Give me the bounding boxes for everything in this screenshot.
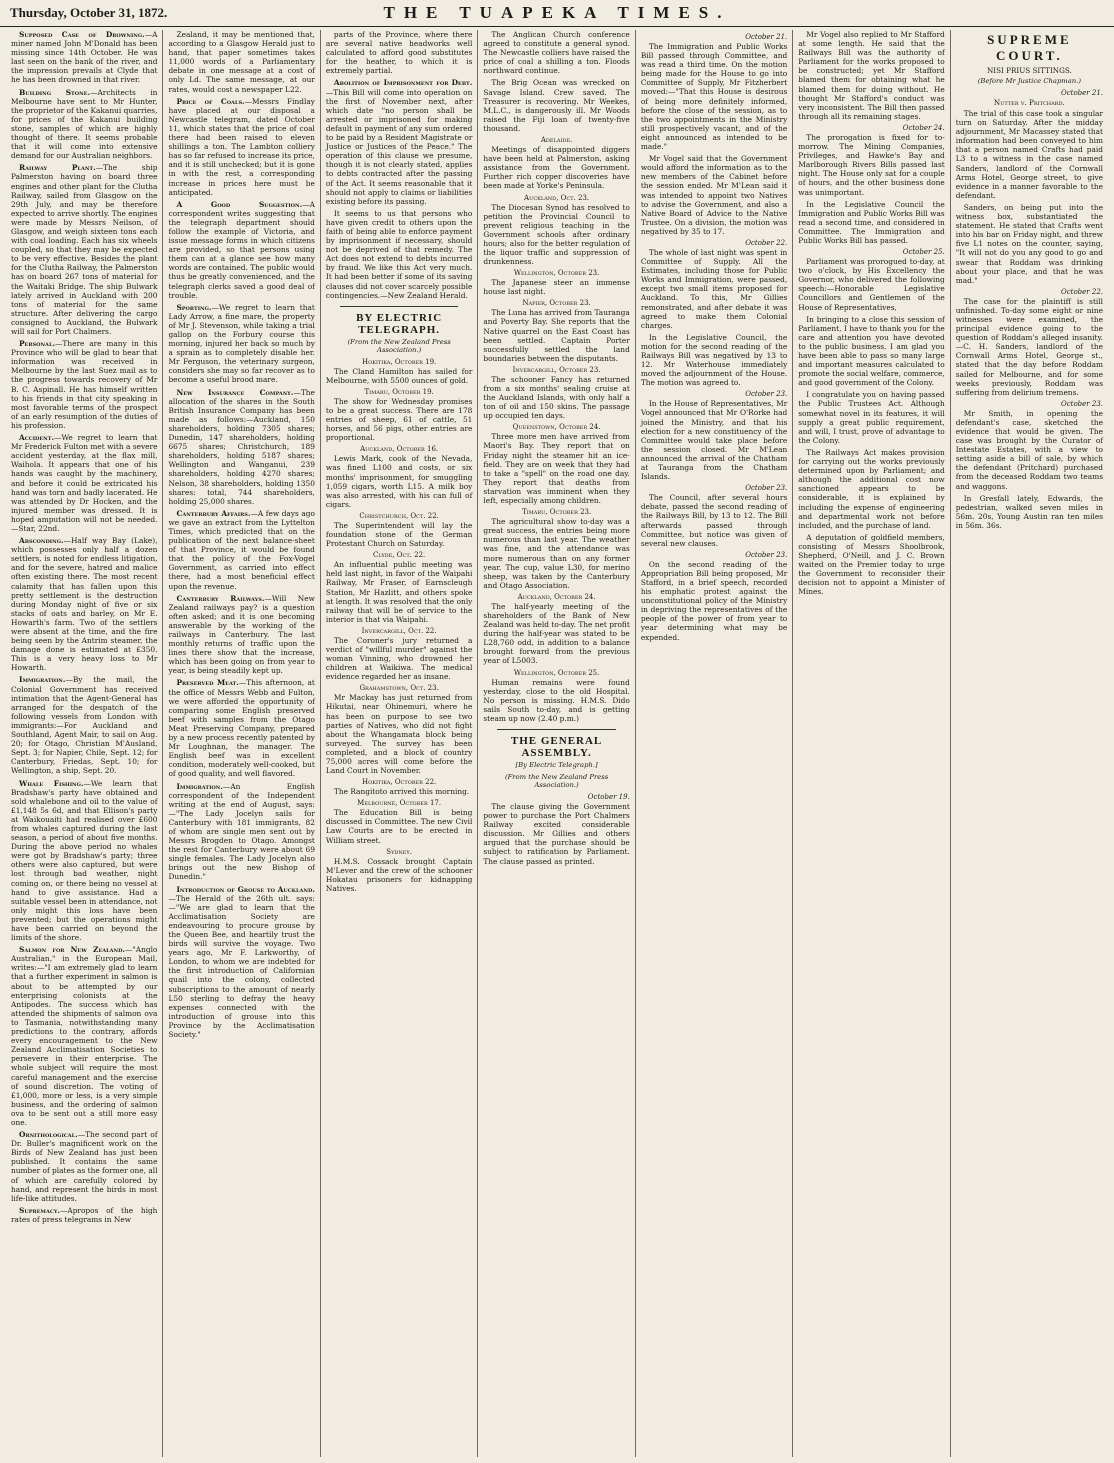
article-paragraph	[798, 30, 944, 121]
article-paragraph	[798, 315, 944, 388]
article-text: In the Legislative Council the Immigration and Public Works Bill was read a second time, and considered in Committee. The Immigration and Public Works Bill has passed.	[798, 199, 945, 245]
divider	[340, 306, 458, 307]
article-text: The show for Wednesday promises to be a great success. There are 178 entries of sheep, 61 of cattle, 51 horses, and 56 pigs, other entries are proportional.	[325, 396, 473, 443]
assembly-heading: THE GENERAL ASSEMBLY.	[510, 735, 603, 759]
article-text: A deputation of goldfield members, consisting of Messrs Shoolbrook, Shepherd, O'Neill, and J. C. Brown waited on the Premier today to urge the Government to reconsider their decision not to appoint a Minister of Mines.	[798, 532, 945, 597]
article-text: parts of the Province, where there are several native headworks well calculated to afford good substitutes for the heather, to which it is extremely partial.	[325, 30, 473, 76]
article-text: The Immigration and Public Works Bill passed through Committee, and was read a third time. On the motion being made for the House to go into Committee of Supply, Mr Fitzherbert moved:—"That this House is desirous of being more definitely informed, before the close of the session, as to the two appointments in the Ministry still prospectively vacant, and of the eight announced as intended to be made."	[640, 42, 788, 152]
article-paragraph	[168, 594, 314, 676]
article-paragraph	[641, 333, 787, 388]
article-text: —The allocation of the shares in the South British Insurance Company has been made as follows:—Auckland, 150 shareholders, holding 7305 shares; Dunedin, 147 shareholders, holding 6675 shares; Christchurch, 189 shareholders, holding 5187 shares; Wellington and Wanganui, 239 shareholders, holding 4270 shares; Nelson, 38 shareholders, holding 1350 shares: total, 744 shareholders, holding 25,000 shares.	[168, 387, 315, 506]
article-text: —A miner named John M'Donald has been missing since 14th October. He was last seen on the bank of the river, and the impression prevails at Clyde that he has been drowned in that river.	[11, 30, 158, 85]
column-3-paragraphs	[326, 30, 472, 300]
telegraph-dateline: Hokitika, October 22.	[362, 778, 437, 787]
article-heading: Canterbury Railways.	[176, 593, 265, 603]
article-text: On the second reading of the Appropriation Bill being proposed, Mr Stafford, in a brief speech, recorded his emphatic protest against the unconstitutional policy of the Ministry in depriving the representatives of the people of the power of from year to year determining what may be expended.	[640, 559, 788, 642]
article-text: Human remains were found yesterday, close to the old Hospital. No person is missing. H.M.S. Dido sails South to-day, and is getting steam up now (2.40 p.m.)	[483, 677, 630, 723]
court-paragraph: In Gresfall lately, Edwards, the pedestrian, walked seven miles in 56m. 20s, Young Austin ran ten miles in 56m. 36s.	[955, 493, 1104, 530]
column-6	[793, 30, 950, 1457]
article-heading: New Insurance Company.	[176, 387, 294, 397]
article-text: It seems to us that persons who have given credit to others upon the faith of being able to enforce payment by imprisonment if necessary, should not be deprived of that remedy. The Act does not extend to debts incurred by fraud. We like this Act very much. It had been better if some of its saving clauses did not cover scarcely possible contingencies.—New Zealand Herald.	[325, 208, 473, 300]
article-heading: Absconding.	[19, 536, 64, 546]
assembly-date: October 23.	[745, 550, 788, 559]
article-heading: Salmon for New Zealand.	[19, 945, 126, 955]
article-paragraph	[11, 536, 157, 672]
court-paragraphs-1	[956, 109, 1103, 285]
telegraph-dateline: Invercargill, Oct. 22.	[361, 626, 437, 635]
article-text: An influential public meeting was held last night, in favor of the Waipahi Railway, Mr Fraser, of Earnscleugh Station, Mr Hazlitt, and others spoke at length. It was resolved that the only railway that will be of service to the interior is that via Waipahi.	[325, 560, 473, 624]
article-paragraph	[326, 787, 472, 796]
article-paragraph	[11, 88, 157, 161]
article-paragraph	[168, 200, 314, 300]
court-paragraph: Sanders, on being put into the witness box, substantiated the statement. He stated that Crafts went into his bar on Friday night, and threw five L1 notes on the counter, saying, "It will not do you any good to go and swear that Roddam was drinking about your place, and that he was mad."	[955, 202, 1104, 285]
article-paragraph	[641, 248, 787, 330]
article-paragraph	[326, 78, 472, 205]
telegraph-dateline: Melbourne, October 17.	[357, 799, 442, 808]
article-paragraph	[483, 602, 629, 666]
article-paragraph	[641, 493, 787, 548]
article-paragraph	[483, 308, 629, 363]
article-paragraph	[483, 517, 629, 590]
article-text: Mr Vogel also replied to Mr Stafford at some length. He said that the Railways Bill was the authority of Parliament for the works proposed to be constructed; yet Mr Stafford blamed them for obtaining what he blamed them for doing without. He thought Mr Stafford's conduct was very inconsistent. The Bill then passed through all its remaining stages.	[798, 30, 945, 121]
telegraph-items	[326, 358, 472, 893]
article-heading: Ornithological.	[19, 1130, 78, 1140]
news-dateline: Auckland, October 24.	[517, 592, 596, 601]
article-text: Lewis Mark, cook of the Nevada, was fined L100 and costs, or six months' imprisonment, for smuggling 1,059 cigars, worth L15. A milk boy was also arrested, with his can full of cigars.	[325, 454, 473, 509]
article-paragraph	[168, 388, 314, 506]
assembly-source: [By Electric Telegraph.]	[515, 761, 598, 769]
court-paragraph: The trial of this case took a singular turn on Saturday. After the midday adjournment, Mr Macassey stated that information had been conveyed to him that a person named Crafts had paid L3 to a witness in the case named Sanders, landlord of the Cornwall Arms Hotel, George street, to give evidence in a manner favorable to the defendant.	[955, 109, 1104, 200]
article-text: —We regret to learn that Mr Frederick Fulton met with a severe accident yesterday, at the flax mill, Waihola. It appears that one of his hands was caught by the machinery, and before it could be extricated his hand was torn and badly lacerated. He was attended by Dr Hocken, and the injured member was dressed. It is hoped amputation will not be needed.—Star, 22nd.	[11, 433, 158, 533]
article-paragraph	[483, 30, 629, 75]
article-paragraph	[326, 857, 472, 893]
article-text: In the House of Representatives, Mr Vogel announced that Mr O'Rorke had joined the Ministry, and that his election for a new constituency of the Committee would take place before the session closed. Mr M'Lean announced the arrival of the Chatham at Tauranga from the Chatham Islands.	[640, 399, 788, 482]
news-dateline: Timaru, October 23.	[521, 508, 592, 517]
article-heading: Preserved Meat.	[176, 678, 239, 688]
telegraph-heading: BY ELECTRIC TELEGRAPH.	[356, 311, 443, 336]
newspaper-title: THE TUAPEKA TIMES.	[383, 3, 731, 22]
article-text: The Superintendent will lay the foundation stone of the German Protestant Church on Saturday.	[325, 520, 473, 549]
article-heading: Whale Fishing.	[19, 778, 84, 788]
column-3	[321, 30, 478, 1457]
article-text: The Anglican Church conference agreed to constitute a general synod. The Newcastle colliers have raised the price of coal a shilling a ton. Floods northward continue.	[483, 30, 630, 76]
article-text: The Japanese steer an immense house last night.	[483, 278, 630, 297]
article-text: The Rangitoto arrived this morning.	[333, 787, 470, 797]
assembly-paragraph: The clause giving the Government power to purchase the Port Chalmers Railway excited considerable discussion. Mr Gillies and others argued that the purchase should be subject to ratification by Parliament. The clause passed as printed.	[483, 802, 630, 866]
article-paragraph	[798, 390, 944, 445]
court-paragraphs-3	[956, 409, 1103, 530]
article-text: The Brig Ocean was wrecked on Savage Island. Crew saved. The Treasurer is recovering. Mr Weekes, M.L.C., is dangerously ill. Mr Woods raised the Fiji loan of twenty-five thousand.	[483, 78, 630, 133]
issue-date: Thursday, October 31, 1872.	[10, 5, 168, 20]
article-heading: Immigration.	[176, 781, 223, 791]
article-paragraph	[326, 636, 472, 681]
telegraph-dateline: Clyde, Oct. 22.	[373, 551, 426, 560]
article-paragraph	[798, 133, 944, 197]
article-paragraph	[641, 399, 787, 481]
assembly-date: October 24.	[902, 123, 945, 132]
article-paragraph	[483, 375, 629, 420]
article-paragraph	[11, 30, 157, 85]
article-text: The Railways Act makes provision for carrying out the works previously determined upon by Parliament; and although the additional cost now sanctioned appears to be considerable, it is explained by including the expense of engineering and departmental work not before included, and the purchase of land.	[798, 447, 945, 530]
article-heading: Supposed Case of Drowning.	[19, 30, 145, 39]
article-text: —Apropos of the high rates of press telegrams in New	[11, 1205, 158, 1224]
article-text: The Diocesan Synod has resolved to petition the Provincial Council to prevent religious teaching in the Government schools after ordinary hours; also for the better regulation of the liquor traffic and suppression of drunkenness.	[483, 202, 630, 267]
article-text: —The second part of Dr. Buller's magnificent work on the Birds of New Zealand has just been published. It contains the same number of plates as the former one, all of which are carefully colored by hand, and represent the birds in most life-like attitudes.	[11, 1130, 158, 1203]
telegraph-dateline: Grahamstown, Oct. 23.	[359, 684, 439, 693]
telegraph-dateline: Hokitika, October 19.	[362, 357, 437, 366]
divider	[497, 729, 615, 730]
news-dateline: Invercargill, October 23.	[512, 365, 601, 374]
telegraph-dateline: Sydney.	[386, 847, 412, 856]
column-4-paragraphs	[483, 30, 629, 723]
article-text: —This afternoon, at the office of Messrs Webb and Fulton, we were afforded the opportunity of comparing some English preserved beef with samples from the Otago Meat Preserving Company, prepared by a new process recently patented by Mr Loughnan, the manager. The English beef was in excellent condition, moderately well-cooked, but of good quality, and well flavored.	[168, 678, 315, 779]
article-text: Mr Vogel said that the Government would afford the information as to the new members of the Cabinet before the session ended. Mr M'Lean said it was intended to appoint two Natives to advise the Government, and also a Native Board of Advice to the Native Trustee. On a division, the motion was negatived by 35 to 17.	[640, 154, 788, 236]
case-title: Nutter v. Pritchard.	[993, 98, 1065, 107]
article-text: —By the mail, the Colonial Government has received intimation that the Agent-General has arranged for the despatch of the following vessels from London with immigrants:—For Auckland and Southland, Agent Mair, to sail on Aug. 20; for Otago, Christian M'Ausland, Sept. 3; for Napier, Chile, Sept. 12; for Canterbury, Friedas, Sept. 10; for Wellington, a ship, Sept. 20.	[11, 675, 158, 776]
article-paragraph	[326, 209, 472, 300]
article-heading: Sporting.	[176, 302, 212, 312]
article-heading: Building Stone.	[19, 87, 91, 97]
news-dateline: Adelaide.	[540, 136, 573, 145]
sittings-heading: NISI PRIUS SITTINGS.	[986, 66, 1072, 75]
assembly-date: October 21.	[745, 33, 788, 41]
column-5	[636, 30, 793, 1457]
supreme-court-heading: SUPREME COURT.	[987, 32, 1072, 63]
court-date-2: October 22.	[1061, 287, 1104, 296]
article-text: Mr Mackay has just returned from Hikutai, near Ohinemuri, where he has been on purpose to see two parties of Natives, who did not fight about the Whangamata block being surveyed. The survey has been completed, and a block of country 75,000 acres will come before the Land Court in November.	[325, 693, 473, 776]
article-paragraph	[641, 42, 787, 151]
article-text: The Education Bill is being discussed in Committee. The new Civil Law Courts are to be erected in William street.	[325, 808, 473, 845]
article-text: Three more men have arrived from Maori's Bay. They report that on Friday night the steamer hit an ice-field. They are on week that they had to take a "spell" on the road one day. They report that deaths from starvation was imminent when they left, especially among children.	[483, 432, 630, 506]
masthead	[0, 0, 1114, 27]
article-paragraph	[326, 454, 472, 509]
article-text: —We regret to learn that Lady Arrow, a fine mare, the property of Mr J. Stevenson, while taking a trial gallop on the Forbury course this morning, injured her back so much by a sprain as to completely disable her. Mr Ferguson, the veterinary surgeon, considers she may so far recover as to become a useful brood mare.	[168, 302, 315, 385]
assembly-date: October 25.	[902, 248, 945, 257]
article-heading: A Good Suggestion.	[176, 199, 303, 209]
article-text: In bringing to a close this session of Parliament, I have to thank you for the care and attention you have devoted to the public business. I am glad you have been able to pass so many large and important measures calculated to promote the social welfare, commerce, and good government of the Colony.	[798, 314, 945, 388]
article-text: Zealand, it may be mentioned that, according to a Glasgow Herald just to hand, that paper sometimes takes 11,000 words of a Parliamentary debate in one message at a cost of only Ld. The same message, at our rates, would cost a newspaper L22.	[168, 30, 315, 94]
article-paragraph	[483, 145, 629, 190]
news-dateline: Queenstown, October 24.	[512, 423, 601, 432]
article-text: —We learn that Bradshaw's party have obtained and sold whalebone and oil to the value of £1,148 5s 6d, and that Ellison's party at Waikouaiti had realised over £600 from whales captured during the last season, a period of about five months. During the above period no whales were got by Bradshaw's party; three others were also captured, but were lost through bad weather, night coming on, or there being no vessel at hand to give assistance. Had a suitable vessel been in attendance, not only might this loss have been prevented; but the operations might have been carried on beyond the limits of the shore.	[11, 778, 158, 943]
article-heading: Supremacy.	[19, 1205, 60, 1215]
article-paragraph	[798, 533, 944, 597]
article-text: The prorogation is fixed for to-morrow. The Mining Companies, Privileges, and Hawke's Bay and Marlborough Rivers Bills passed last night. The House only sat for a couple of hours, and the other business done was unimportant.	[798, 132, 945, 197]
article-paragraph	[11, 1206, 157, 1224]
article-text: The Council, after several hours debate, passed the second reading of the Railways Bill, by 13 to 12. The Bill afterwards passed through Committee, but notice was given of several new clauses.	[640, 493, 788, 548]
article-text: —A correspondent writes suggesting that the telegraph department should follow the example of Victoria, and issue message forms in which citizens are provided, so that persons using them can at a glance see how many words are contained. The public would thus be greatly convenienced, and the telegraph clerks saved a good deal of trouble.	[168, 199, 315, 300]
article-text: —"Anglo Australian," in the European Mail, writes:—"I am extremely glad to learn that a further experiment in salmon is about to be attempted by our enterprising colonists at the Antipodes. The success which has attended the shipments of salmon ova to Tasmania, notwithstanding many predictions to the contrary, affords every encouragement to the New Zealand Acclimatisation Societies to persevere in their enterprise. The whole subject will require the most careful management and the exercise of sound discretion. The voting of £1,000, more or less, is a very simple business, and the ordering of salmon ova to be sent out a still more easy one.	[11, 945, 158, 1127]
article-paragraph	[168, 303, 314, 385]
article-text: —Half way Bay (Lake), which possesses only half a dozen settlers, is noted for endless litigation, and for the severe, hatred and malice often existing there. The most recent calamity that has fallen upon this pretty settlement is the destruction during Monday night of five or six stacks of oats and barley, on Mr E. Howarth's farm. Two of the settlers were absent at the time, and the fire being seen by the Antrim steamer, the damage done is estimated at £350. This is a very heavy loss to Mr Howarth.	[11, 536, 158, 673]
article-paragraph	[326, 560, 472, 624]
assembly-date: October 22.	[745, 238, 788, 247]
article-text: —The ship Palmerston having on board three engines and other plant for the Clutha Railway, sailed from Glasgow on the 29th July, and may be therefore expected to arrive shortly. The engines were made by Messrs Neilson, of Glasgow, and weigh sixteen tons each with coal loading. Each has six wheels coupled, so that they may be expected to be very effective. Besides the plant for the Clutha Railway, the Palmerston has on board 267 tons of material for the Waitaki Bridge. The ship Bulwark lately arrived in Auckland with 200 tons of material for the same structure. After delivering the cargo consigned to Auckland, the Bulwark will sail for Port Chalmers.	[11, 163, 158, 336]
court-date-3: October 23.	[1061, 399, 1104, 408]
article-text: —A few days ago we gave an extract from the Lyttelton Times, which predicted that on the publication of the next balance-sheet of that Province, it would be found that the policy of the Fox-Vogel Government, as carried into effect there, had a most beneficial effect upon the revenue.	[168, 508, 315, 591]
article-paragraph	[11, 945, 157, 1127]
article-paragraph	[168, 782, 314, 882]
article-text: —An English correspondent of the Independent writing at the end of August, says:—"The Lady Jocelyn sails for Canterbury with 181 immigrants, 82 of whom are single men sent out by Messrs Brogden to Otago. Amongst the rest for Canterbury were about 69 single females. The Lady Jocelyn also brings out the new Bishop of Dunedin."	[168, 781, 315, 882]
court-paragraph: Mr Smith, in opening the defendant's case, sketched the evidence that would be given. The case was brought by the Curator of Intestate Estates, with a view to setting aside a bill of sale, by which the defendant (Pritchard) purchased from the deceased Roddam two teams and waggons.	[955, 408, 1104, 491]
article-paragraph	[798, 257, 944, 312]
article-paragraph	[483, 203, 629, 267]
judge-line: (Before Mr Justice Chapman.)	[977, 77, 1081, 85]
article-text: The schooner Fancy has returned from a six months' sealing cruise at the Auckland Islands, with only half a ton of oil and 150 skins. The passage up occupied ten days.	[483, 374, 630, 421]
article-heading: Railway Plant.	[19, 163, 96, 173]
assembly-date: October 23.	[745, 390, 788, 399]
article-text: —The Herald of the 26th ult. says:—"We are glad to learn that the Acclimatisation Society are endeavouring to procure grouse by the Queen Bee, and heartily trust the birds will survive the voyage. Two years ago, Mr F. Larkworthy, of London, to whom we are indebted for the first introduction of Californian quail into the colony, collected subscriptions to the amount of nearly L50 sterling to defray the heavy expenses connected with the introduction of grouse into this Province by the Acclimatisation Society."	[168, 893, 315, 1040]
article-text: —This Bill will come into operation on the first of November next, after which date "no person shall be arrested or imprisoned for making default in payment of any sum ordered to be paid by a Resident Magistrate or Justice or Justices of the Peace." The operation of this clause we presume, though it is not clearly stated, applies to debts contracted after the passing of the Act. It seems reasonable that it should not apply to claims or liabilities existing before its passing.	[325, 87, 473, 206]
assembly-dateline: October 19.	[587, 793, 630, 801]
article-paragraph	[483, 678, 629, 723]
article-heading: Price of Coals.	[176, 96, 245, 106]
column-1	[6, 30, 163, 1457]
article-text: —There are many in this Province who will be glad to hear that information was received in Melbourne by the last Suez mail as to the progress towards recovery of Mr B. C. Aspinall. He has himself written to his friends in that city speaking in most favorable terms of the prospect of an early resumption of the duties of his profession.	[11, 339, 158, 430]
article-text: The Luna has arrived from Tauranga and Poverty Bay. She reports that the Native quarrel on the East Coast has been settled. Captain Porter successfully settled the land boundaries between the disputants.	[483, 308, 630, 363]
article-text: —Messrs Findlay have placed at our disposal a Newcastle telegram, dated October 11, which states that the price of coal there had been raised to eleven shillings a ton. The Lambton colliery has so far refused to increase its price, and it is still unchecked; but it is gone in with the rest, a corresponding increase in prices here must be anticipated.	[168, 96, 315, 197]
article-paragraph	[168, 885, 314, 1040]
article-text: The whole of last night was spent in Committee of Supply. All the Estimates, including those for Public Works and Immigration, were passed, except two small items proposed for Auckland. To this, Mr Gillies remonstrated, and after debate it was agreed to make them Colonial charges.	[640, 247, 788, 330]
article-heading: Introduction of Grouse to Auckland.	[176, 884, 315, 894]
article-paragraph	[11, 339, 157, 430]
article-heading: Accident.	[19, 433, 55, 443]
article-text: H.M.S. Cossack brought Captain M'Lever and the crew of the schooner Hokatau prisoners for kidnapping Natives.	[325, 856, 473, 893]
article-paragraph	[641, 154, 787, 236]
article-paragraph	[483, 432, 629, 505]
court-paragraphs-2	[956, 297, 1103, 397]
article-text: I congratulate you on having passed the Public Trustees Act. Although somewhat novel in its features, it will supply a great public requirement, and will, I trust, prove of advantage to the Colony.	[798, 390, 945, 445]
assembly-association: (From the New Zealand Press Association.)	[504, 773, 609, 789]
article-paragraph	[326, 808, 472, 844]
article-paragraph	[326, 397, 472, 442]
telegraph-dateline: Auckland, October 16.	[360, 445, 439, 454]
article-paragraph	[11, 675, 157, 775]
article-paragraph	[168, 30, 314, 94]
article-text: The agricultural show to-day was a great success, the entries being more numerous than last year. The weather was fine, and the attendance was more numerous than on any former year. The cup, value L30, for merino sheep, was taken by the Canterbury and Otago Association.	[483, 517, 630, 590]
article-paragraph	[11, 163, 157, 336]
telegraph-dateline: Christchurch, Oct. 22.	[359, 511, 439, 520]
article-text: In the Legislative Council, the motion for the second reading of the Railways Bill was negatived by 13 to 12. Mr Waterhouse immediately moved the adjournment of the House. The motion was agreed to.	[640, 332, 788, 388]
article-paragraph	[326, 30, 472, 75]
news-dateline: Wellington, October 23.	[513, 269, 600, 278]
article-heading: Canterbury Affairs.	[176, 508, 251, 518]
article-paragraph	[798, 200, 944, 245]
article-paragraph	[168, 678, 314, 778]
page-columns	[6, 30, 1108, 1457]
article-text: —Will New Zealand railways pay? is a question often asked; and it is one becoming answerable by the working of the railways in Canterbury. The last monthly returns of traffic upon the lines there show that the increase, which has been going on from year to year, is being steadily kept up.	[168, 593, 315, 676]
column-2	[163, 30, 320, 1457]
article-paragraph	[11, 779, 157, 943]
article-text: Meetings of disappointed diggers have been held at Palmerston, asking assistance from the Government. Further rich copper discoveries have been made at Yorke's Peninsula.	[483, 145, 630, 191]
article-paragraph	[326, 367, 472, 385]
article-paragraph	[641, 560, 787, 642]
court-paragraph: The case for the plaintiff is still unfinished. To-day some eight or nine witnesses were examined, the principal evidence going to the question of Roddam's alleged insanity.—C. H. Sanders, landlord of the Cornwall Arms Hotel, George st., stated that the day before Roddam sailed for Melbourne, and for some weeks previously, Roddam was suffering from delirium tremens.	[955, 296, 1104, 397]
article-paragraph	[483, 278, 629, 296]
article-paragraph	[168, 97, 314, 197]
article-text: Parliament was prorogued to-day, at two o'clock, by His Excellency the Governor, who delivered the following speech:—Honorable Legislative Councillors and Gentlemen of the House of Representatives,	[798, 257, 945, 312]
article-paragraph	[11, 1130, 157, 1203]
telegraph-dateline: Timaru, October 19.	[364, 387, 434, 396]
article-text: The Coroner's jury returned a verdict of "willful murder" against the woman Vinning, who drowned her children at Waikiwa. The medical evidence regarded her as insane.	[325, 635, 473, 682]
article-paragraph	[11, 433, 157, 533]
article-paragraph	[326, 693, 472, 775]
court-date-1: October 21.	[1061, 89, 1104, 97]
article-text: The Cland Hamilton has sailed for Melbourne, with 5500 ounces of gold.	[325, 366, 473, 385]
column-4	[478, 30, 635, 1457]
news-dateline: Auckland, Oct. 23.	[524, 193, 590, 202]
article-text: —Architects in Melbourne have sent to Mr Hunter, the proprietor of the Kakanui quarries, for prices of the Kakanui building stone, samples of which are highly thought of there. It seems probable that it will come into extensive demand for our Australian neighbors.	[11, 87, 158, 161]
article-paragraph	[168, 509, 314, 591]
news-dateline: Napier, October 23.	[522, 299, 591, 308]
article-text: The half-yearly meeting of the shareholders of the Bank of New Zealand was held to-day. The net profit during the half-year was stated to be L28,760 odd, in addition to a balance brought forward from the previous year of L5003.	[483, 601, 630, 666]
article-heading: Abolition of Imprisonment for Debt.	[333, 78, 473, 88]
column-7	[951, 30, 1108, 1457]
article-heading: Immigration.	[19, 675, 66, 685]
article-paragraph	[798, 448, 944, 530]
telegraph-source: (From the New Zealand Press Association.)	[347, 337, 451, 354]
news-dateline: Wellington, October 25.	[513, 668, 600, 677]
article-paragraph	[483, 78, 629, 133]
article-heading: Personal.	[19, 339, 56, 349]
article-paragraph	[326, 521, 472, 548]
assembly-date: October 23.	[745, 484, 788, 493]
